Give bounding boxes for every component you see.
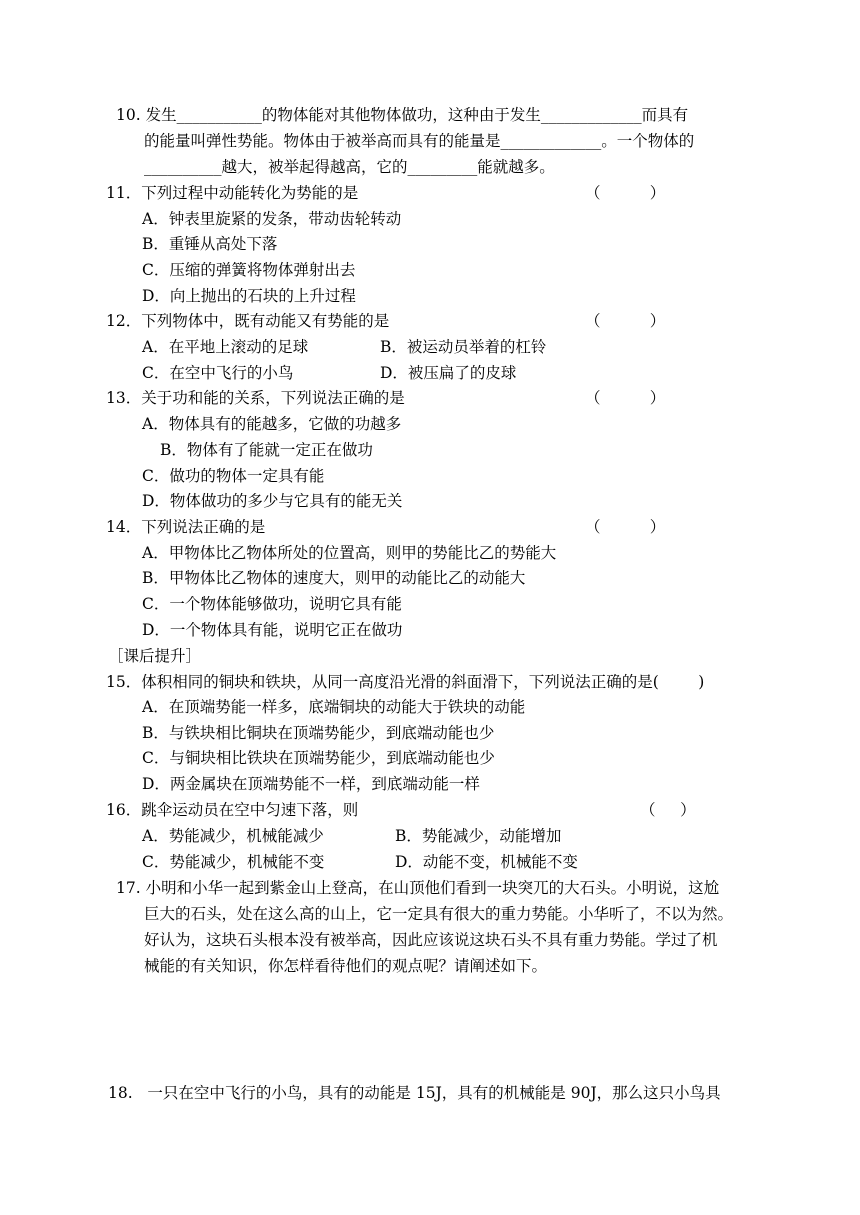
q15-option-d: D．两金属块在顶端势能不一样，到底端动能一样 [142,775,480,793]
q12-option-c: C．在空中飞行的小鸟 [142,364,294,382]
q12-option-a: A．在平地上滚动的足球 [142,338,309,356]
q14-option-a: A．甲物体比乙物体所处的位置高，则甲的势能比乙的势能大 [142,544,557,562]
q13-option-b: B．物体有了能就一定正在做功 [160,441,373,459]
q11-option-a: A．钟表里旋紧的发条，带动齿轮转动 [142,210,402,228]
q11-option-d: D．向上抛出的石块的上升过程 [142,287,356,305]
q17-line-1: 17. 小明和小华一起到紫金山上登高，在山顶他们看到一块突兀的大石头。小明说，这尬 [116,879,720,897]
q14-option-d: D．一个物体具有能，说明它正在做功 [142,621,403,639]
section-heading: ［课后提升］ [108,647,202,665]
q17-line-3: 好认为，这块石头根本没有被举高，因此应该说这块石头不具有重力势能。学过了机 [144,931,718,949]
q16-option-c: C．势能减少，机械能不变 [142,853,325,871]
q16-option-a: A．势能减少，机械能减少 [142,827,324,845]
q18-line-1: 18. 一只在空中飞行的小鸟，具有的动能是 15J，具有的机械能是 90J，那么这只小鸟具 [108,1084,721,1102]
q16-option-b: B．势能减少，动能增加 [395,827,562,845]
q14-stem: 14．下列说法正确的是 [106,518,266,536]
q13-answer-paren: （ ） [585,389,666,407]
q11-option-c: C．压缩的弹簧将物体弹射出去 [142,261,356,279]
q10-line-1: 10. 发生___________的物体能对其他物体做功，这种由于发生_____________而具有 [116,106,689,124]
q12-option-d: D．被压扁了的皮球 [380,364,517,382]
q15-option-a: A．在顶端势能一样多，底端铜块的动能大于铁块的动能 [142,698,526,716]
q10-line-3: __________越大，被举起得越高，它的_________能就越多。 [144,158,555,176]
q11-stem: 11．下列过程中动能转化为势能的是 [106,184,359,202]
q10-line-2: 的能量叫弹性势能。物体由于被举高而具有的能量是_____________。一个物体的 [144,132,695,150]
q17-line-2: 巨大的石头，处在这么高的山上，它一定具有很大的重力势能。小华听了，不以为然。 [144,905,734,923]
q15-stem: 15．体积相同的铜块和铁块，从同一高度沿光滑的斜面滑下，下列说法正确的是( ) [106,673,705,691]
q16-answer-paren: （ ） [640,801,696,819]
q12-stem: 12．下列物体中，既有动能又有势能的是 [106,312,390,330]
q14-option-b: B．甲物体比乙物体的速度大，则甲的动能比乙的动能大 [142,569,526,587]
q16-stem: 16．跳伞运动员在空中匀速下落，则 [106,801,359,819]
q12-option-b: B．被运动员举着的杠铃 [380,338,547,356]
q13-option-c: C．做功的物体一定具有能 [142,467,325,485]
q16-option-d: D．动能不变，机械能不变 [395,853,578,871]
q15-option-c: C．与铜块相比铁块在顶端势能少，到底端动能也少 [142,749,495,767]
q17-line-4: 械能的有关知识，你怎样看待他们的观点呢？请阐述如下。 [144,957,548,975]
q15-option-b: B．与铁块相比铜块在顶端势能少，到底端动能也少 [142,724,495,742]
q13-stem: 13．关于功和能的关系，下列说法正确的是 [106,389,405,407]
q11-option-b: B．重锤从高处下落 [142,235,278,253]
q14-option-c: C．一个物体能够做功，说明它具有能 [142,595,402,613]
q13-option-d: D．物体做功的多少与它具有的能无关 [142,492,403,510]
q11-answer-paren: （ ） [585,184,666,202]
q12-answer-paren: （ ） [585,312,666,330]
q13-option-a: A．物体具有的能越多，它做的功越多 [142,415,402,433]
q14-answer-paren: （ ） [585,518,666,536]
